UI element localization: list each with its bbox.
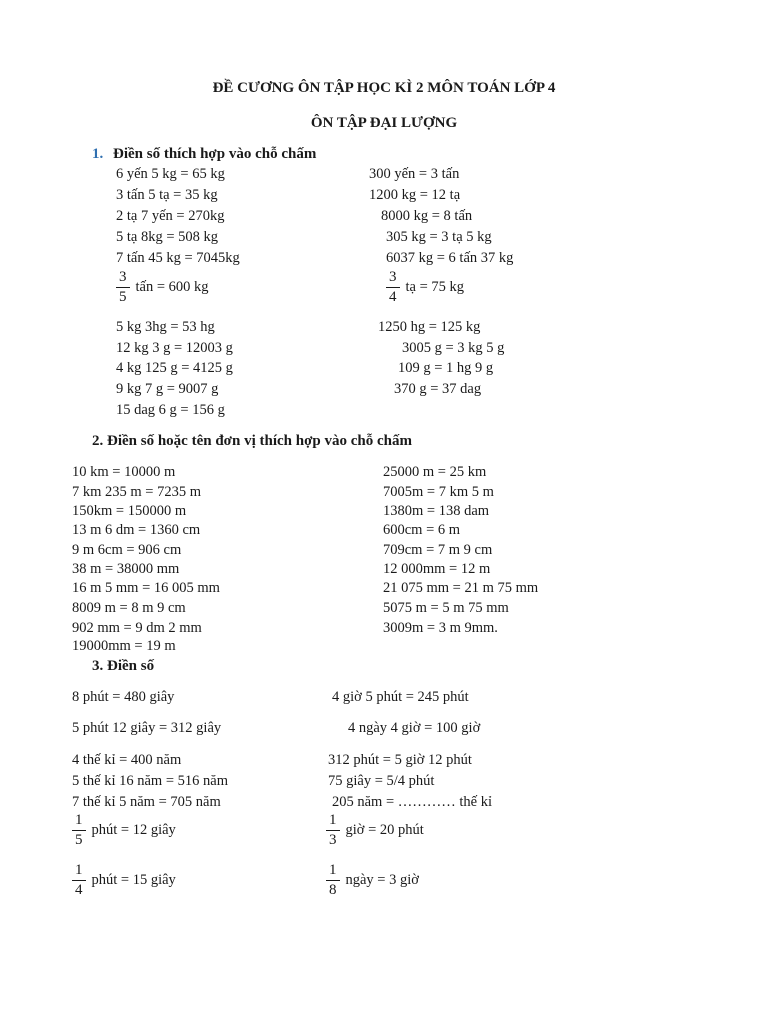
- fraction: [326, 863, 340, 898]
- section1-number: 1.: [92, 146, 104, 162]
- s3-frac-l1: [72, 863, 176, 898]
- line-s2-r0: 25000 m = 25 km: [383, 464, 487, 480]
- line-s2-r6: 21 075 mm = 21 m 75 mm: [383, 580, 539, 596]
- section2-heading: 2. Điền số hoặc tên đơn vị thích hợp vào chỗ chấm: [92, 433, 412, 449]
- line-s1-l0: 6 yến 5 kg = 65 kg: [116, 166, 225, 182]
- line-s1-r5: 1250 hg = 125 kg: [378, 319, 481, 335]
- fraction-text: tạ = 75 kg: [405, 279, 465, 295]
- line-s2-r4: 709cm = 7 m 9 cm: [383, 542, 493, 558]
- line-s2-r7: 5075 m = 5 m 75 mm: [383, 600, 509, 616]
- line-s2-r2: 1380m = 138 dam: [383, 503, 490, 519]
- line-s1-l3: 5 tạ 8kg = 508 kg: [116, 229, 219, 245]
- fraction-denominator: 4: [389, 289, 397, 305]
- line-s1-r1: 1200 kg = 12 tạ: [369, 187, 461, 203]
- line-s2-l3: 13 m 6 dm = 1360 cm: [72, 522, 201, 538]
- line-s2-l1: 7 km 235 m = 7235 m: [72, 484, 202, 500]
- fraction-numerator: 1: [75, 862, 83, 878]
- s3-frac-r0: [326, 813, 424, 848]
- line-s2-l2: 150km = 150000 m: [72, 503, 187, 519]
- line-s2-l7: 8009 m = 8 m 9 cm: [72, 600, 186, 616]
- line-s2-r1: 7005m = 7 km 5 m: [383, 484, 494, 500]
- fraction: [116, 270, 130, 305]
- fraction-denominator: 3: [329, 832, 337, 848]
- line-s2-l8: 902 mm = 9 dm 2 mm: [72, 620, 202, 636]
- line-s3-l2: 4 thế kỉ = 400 năm: [72, 752, 182, 768]
- line-s2-l6: 16 m 5 mm = 16 005 mm: [72, 580, 220, 596]
- section1-heading: [92, 146, 316, 163]
- fraction-denominator: 8: [329, 882, 337, 898]
- line-s3-r2: 312 phút = 5 giờ 12 phút: [328, 752, 472, 768]
- fraction-numerator: 3: [389, 269, 397, 285]
- fraction-denominator: 4: [75, 882, 83, 898]
- line-s1-l7: 4 kg 125 g = 4125 g: [116, 360, 233, 376]
- fraction: [72, 813, 86, 848]
- fraction-text: giờ = 20 phút: [345, 822, 424, 838]
- line-s1-r4: 6037 kg = 6 tấn 37 kg: [386, 250, 514, 266]
- line-s3-l4: 7 thế kỉ 5 năm = 705 năm: [72, 794, 221, 810]
- line-s3-r1: 4 ngày 4 giờ = 100 giờ: [348, 720, 481, 736]
- line-s2-l0: 10 km = 10000 m: [72, 464, 176, 480]
- line-s3-r3: 75 giây = 5/4 phút: [328, 773, 435, 789]
- line-s1-r8: 370 g = 37 dag: [394, 381, 482, 397]
- fraction-denominator: 5: [119, 289, 127, 305]
- line-s2-l5: 38 m = 38000 mm: [72, 561, 180, 577]
- line-s1-r2: 8000 kg = 8 tấn: [381, 208, 473, 224]
- fraction: [72, 863, 86, 898]
- page-title: ĐỀ CƯƠNG ÔN TẬP HỌC KÌ 2 MÔN TOÁN LỚP 4: [212, 80, 556, 96]
- line-s1-l4: 7 tấn 45 kg = 7045kg: [116, 250, 240, 266]
- section3-heading: 3. Điền số: [92, 658, 155, 674]
- line-s1-r6: 3005 g = 3 kg 5 g: [402, 340, 505, 356]
- line-s1-r7: 109 g = 1 hg 9 g: [398, 360, 494, 376]
- fraction-denominator: 5: [75, 832, 83, 848]
- line-s2-r5: 12 000mm = 12 m: [383, 561, 491, 577]
- line-s2-l4: 9 m 6cm = 906 cm: [72, 542, 182, 558]
- section1-heading-text: Điền số thích hợp vào chỗ chấm: [113, 146, 317, 162]
- line-s3-l0: 8 phút = 480 giây: [72, 689, 175, 705]
- page-subtitle: ÔN TẬP ĐẠI LƯỢNG: [310, 115, 458, 131]
- line-s1-l5: 5 kg 3hg = 53 hg: [116, 319, 215, 335]
- s3-frac-l0: [72, 813, 176, 848]
- fraction-numerator: 1: [329, 812, 337, 828]
- line-s2-r3: 600cm = 6 m: [383, 522, 461, 538]
- s1-frac-right: [386, 270, 464, 305]
- s3-frac-r1: [326, 863, 419, 898]
- fraction-text: phút = 15 giây: [91, 872, 176, 888]
- line-s3-r0: 4 giờ 5 phút = 245 phút: [332, 689, 469, 705]
- fraction-numerator: 1: [329, 862, 337, 878]
- fraction-text: ngày = 3 giờ: [345, 872, 419, 888]
- line-s1-l8: 9 kg 7 g = 9007 g: [116, 381, 219, 397]
- fraction: [386, 270, 400, 305]
- line-s3-r4: 205 năm = ………… thế kỉ: [332, 794, 493, 810]
- line-s1-l9: 15 dag 6 g = 156 g: [116, 402, 225, 418]
- line-s1-l2: 2 tạ 7 yến = 270kg: [116, 208, 225, 224]
- s1-frac-left: [116, 270, 209, 305]
- line-s3-l1: 5 phút 12 giây = 312 giây: [72, 720, 222, 736]
- fraction-text: tấn = 600 kg: [135, 279, 209, 295]
- line-s2-l9: 19000mm = 19 m: [72, 638, 176, 654]
- line-s1-r3: 305 kg = 3 tạ 5 kg: [386, 229, 492, 245]
- fraction-text: phút = 12 giây: [91, 822, 176, 838]
- line-s1-r0: 300 yến = 3 tấn: [369, 166, 460, 182]
- line-s3-l3: 5 thế kỉ 16 năm = 516 năm: [72, 773, 228, 789]
- fraction-numerator: 1: [75, 812, 83, 828]
- line-s2-r8: 3009m = 3 m 9mm.: [383, 620, 498, 636]
- fraction: [326, 813, 340, 848]
- line-s1-l6: 12 kg 3 g = 12003 g: [116, 340, 233, 356]
- fraction-numerator: 3: [119, 269, 127, 285]
- line-s1-l1: 3 tấn 5 tạ = 35 kg: [116, 187, 218, 203]
